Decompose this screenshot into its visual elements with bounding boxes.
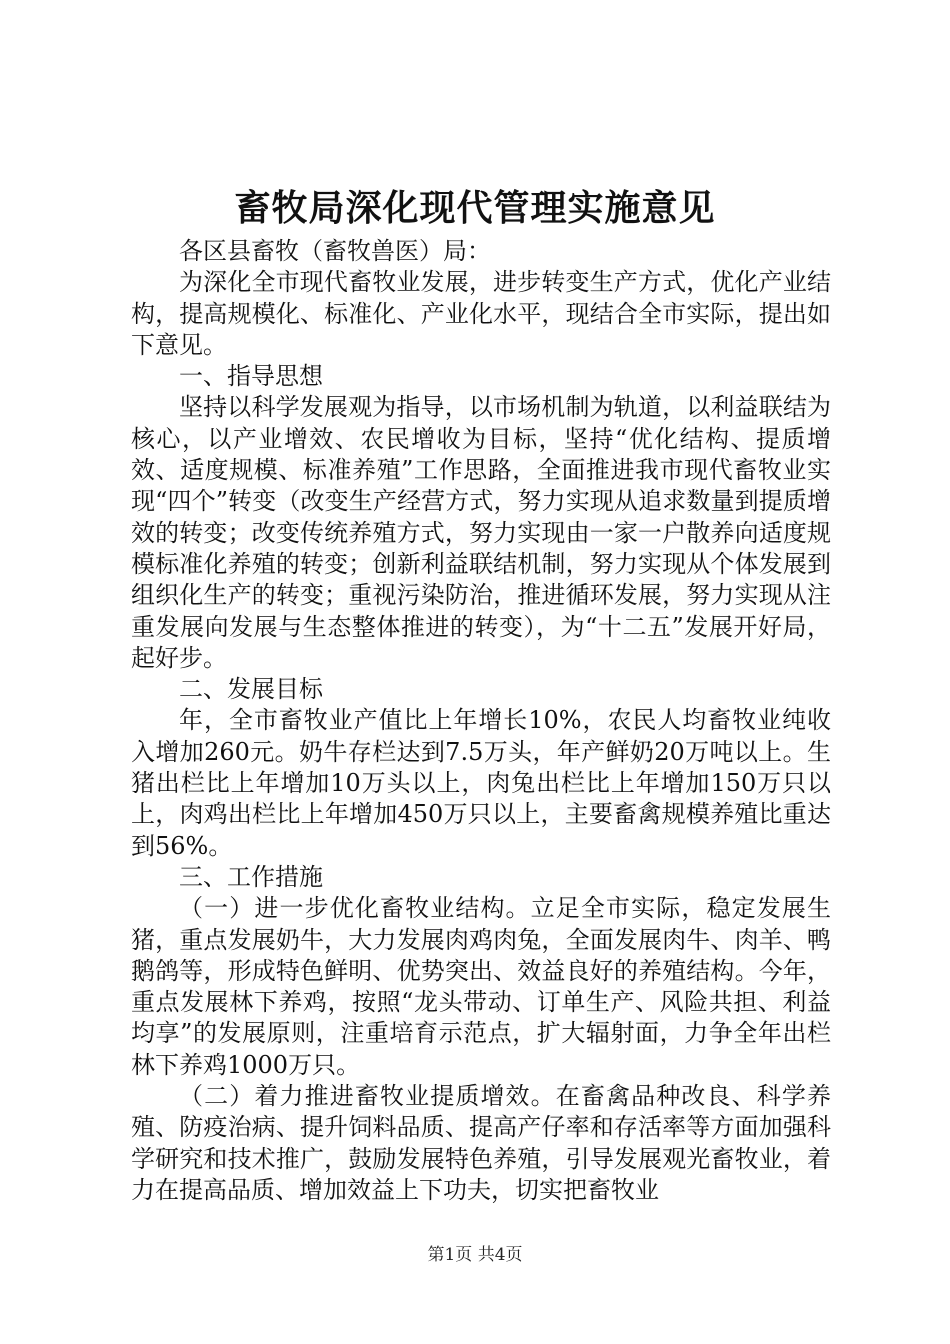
guiding-thought-paragraph: 坚持以科学发展观为指导，以市场机制为轨道，以利益联结为核心，以产业增效、农民增收为目标，坚持“优化结构、提质增效、适度规模、标准养殖”工作思路，全面推进我市现代畜牧业实现“四个”转变（改变生产经营方式，努力实现从追求数量到提质增效的转变；改变传统养殖方式，努力实现由一家一户散养向适度规模标准化养殖的转变；创新利益联结机制，努力实现从个体发展到组织化生产的转变；重视污染防治，推进循环发展，努力实现从注重发展向发展与生态整体推进的转变），为“十二五”发展开好局，起好步。 [131, 393, 831, 672]
salutation: 各区县畜牧（畜牧兽医）局： [179, 237, 491, 265]
section-heading-development-goals: 二、发展目标 [179, 675, 323, 704]
development-goals-paragraph: 年，全市畜牧业产值比上年增长10%，农民人均畜牧业纯收入增加260元。奶牛存栏达到7.5万头，年产鲜奶20万吨以上。生猪出栏比上年增加10万头以上，肉兔出栏比上年增加150万只以上，肉鸡出栏比上年增加450万只以上，主要畜禽规模养殖比重达到56%。 [131, 706, 831, 860]
intro-paragraph: 为深化全市现代畜牧业发展，进步转变生产方式，优化产业结构，提高规模化、标准化、产业化水平，现结合全市实际，提出如下意见。 [131, 268, 831, 359]
section-heading-work-measures: 三、工作措施 [179, 862, 323, 891]
measure-2-paragraph: （二）着力推进畜牧业提质增效。在畜禽品种改良、科学养殖、防疫治病、提升饲料品质、提高产仔率和存活率等方面加强科学研究和技术推广，鼓励发展特色养殖，引导发展观光畜牧业，着力在提高品质、增加效益上下功夫，切实把畜牧业 [131, 1082, 831, 1204]
document-body [131, 236, 831, 1206]
page-indicator: 第1页 共4页 [427, 1245, 523, 1265]
measure-1-paragraph: （一）进一步优化畜牧业结构。立足全市实际，稳定发展生猪，重点发展奶牛，大力发展肉鸡肉兔，全面发展肉牛、肉羊、鸭鹅鸽等，形成特色鲜明、优势突出、效益良好的养殖结构。今年，重点发展林下养鸡，按照“龙头带动、订单生产、风险共担、利益均享”的发展原则，注重培育示范点，扩大辐射面，力争全年出栏林下养鸡1000万只。 [131, 894, 831, 1079]
section-heading-guiding-thought: 一、指导思想 [179, 362, 323, 391]
document-title: 畜牧局深化现代管理实施意见 [234, 187, 716, 229]
